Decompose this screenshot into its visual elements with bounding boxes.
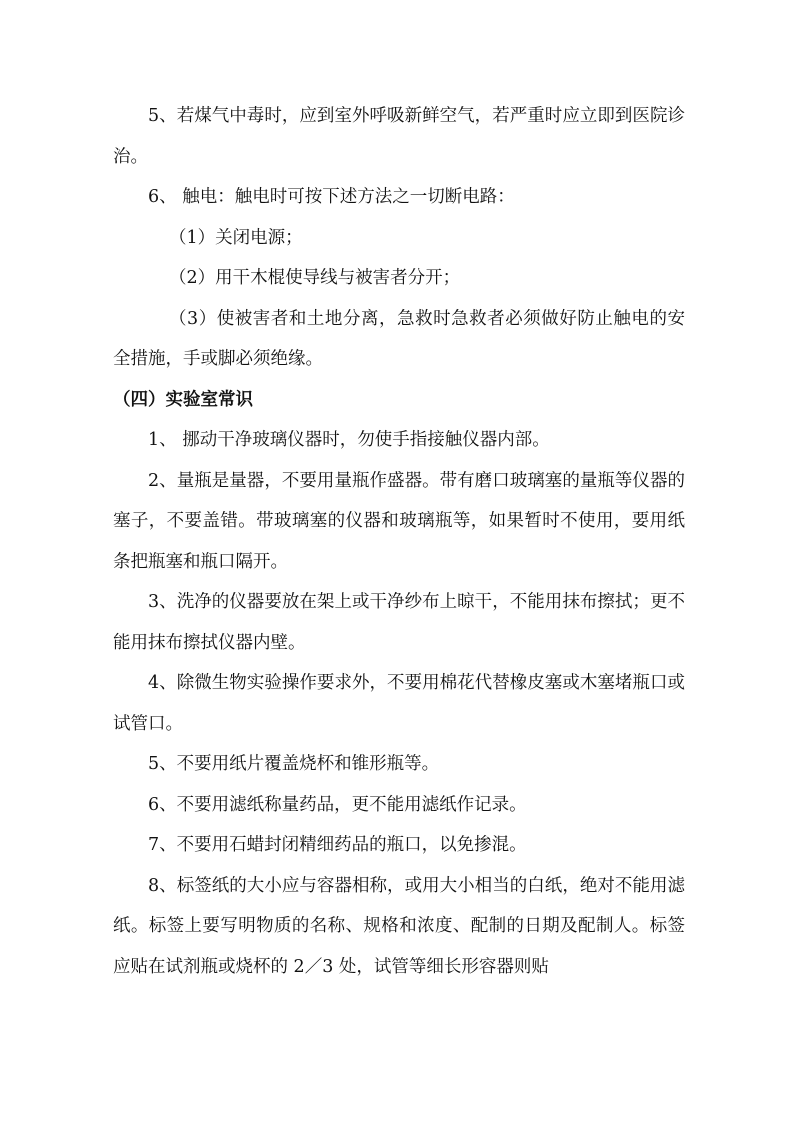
paragraph-rule-2: 2、量瓶是量器，不要用量瓶作盛器。带有磨口玻璃塞的量瓶等仪器的塞子，不要盖错。带玻璃塞的仪器和玻璃瓶等，如果暂时不使用，要用纸条把瓶塞和瓶口隔开。 — [113, 470, 685, 572]
paragraph-rule-8: 8、标签纸的大小应与容器相称，或用大小相当的白纸，绝对不能用滤纸。标签上要写明物质的名称、规格和浓度、配制的日期及配制人。标签应贴在试剂瓶或烧杯的 2／3 处，试管等细长形容器则贴 — [113, 875, 685, 977]
paragraph-rule-4: 4、除微生物实验操作要求外，不要用棉花代替橡皮塞或木塞堵瓶口或试管口。 — [113, 673, 685, 734]
list-item-wooden-stick: （2）用干木棍使导线与被害者分开； — [169, 268, 461, 288]
list-item-insulation: （3）使被害者和土地分离，急救时急救者必须做好防止触电的安全措施，手或脚必须绝缘。 — [113, 308, 685, 369]
paragraph-rule-5: 5、不要用纸片覆盖烧杯和锥形瓶等。 — [148, 754, 440, 774]
paragraph-electric-shock: 6、 触电：触电时可按下述方法之一切断电路： — [148, 187, 515, 207]
paragraph-rule-3: 3、洗净的仪器要放在架上或干净纱布上晾干，不能用抹布擦拭；更不能用抹布擦拭仪器内壁。 — [113, 592, 685, 653]
paragraph-rule-6: 6、不要用滤纸称量药品，更不能用滤纸作记录。 — [148, 794, 527, 815]
list-item-cut-power: （1）关闭电源； — [169, 227, 303, 248]
paragraph-rule-7: 7、不要用石蜡封闭精细药品的瓶口，以免掺混。 — [148, 835, 527, 855]
section-heading-lab-knowledge: （四）实验室常识 — [113, 389, 253, 410]
document-body — [113, 96, 685, 987]
paragraph-rule-1: 1、 挪动干净玻璃仪器时，勿使手指接触仪器内部。 — [148, 430, 550, 450]
paragraph-gas-poisoning: 5、若煤气中毒时，应到室外呼吸新鲜空气，若严重时应立即到医院诊治。 — [113, 106, 685, 167]
